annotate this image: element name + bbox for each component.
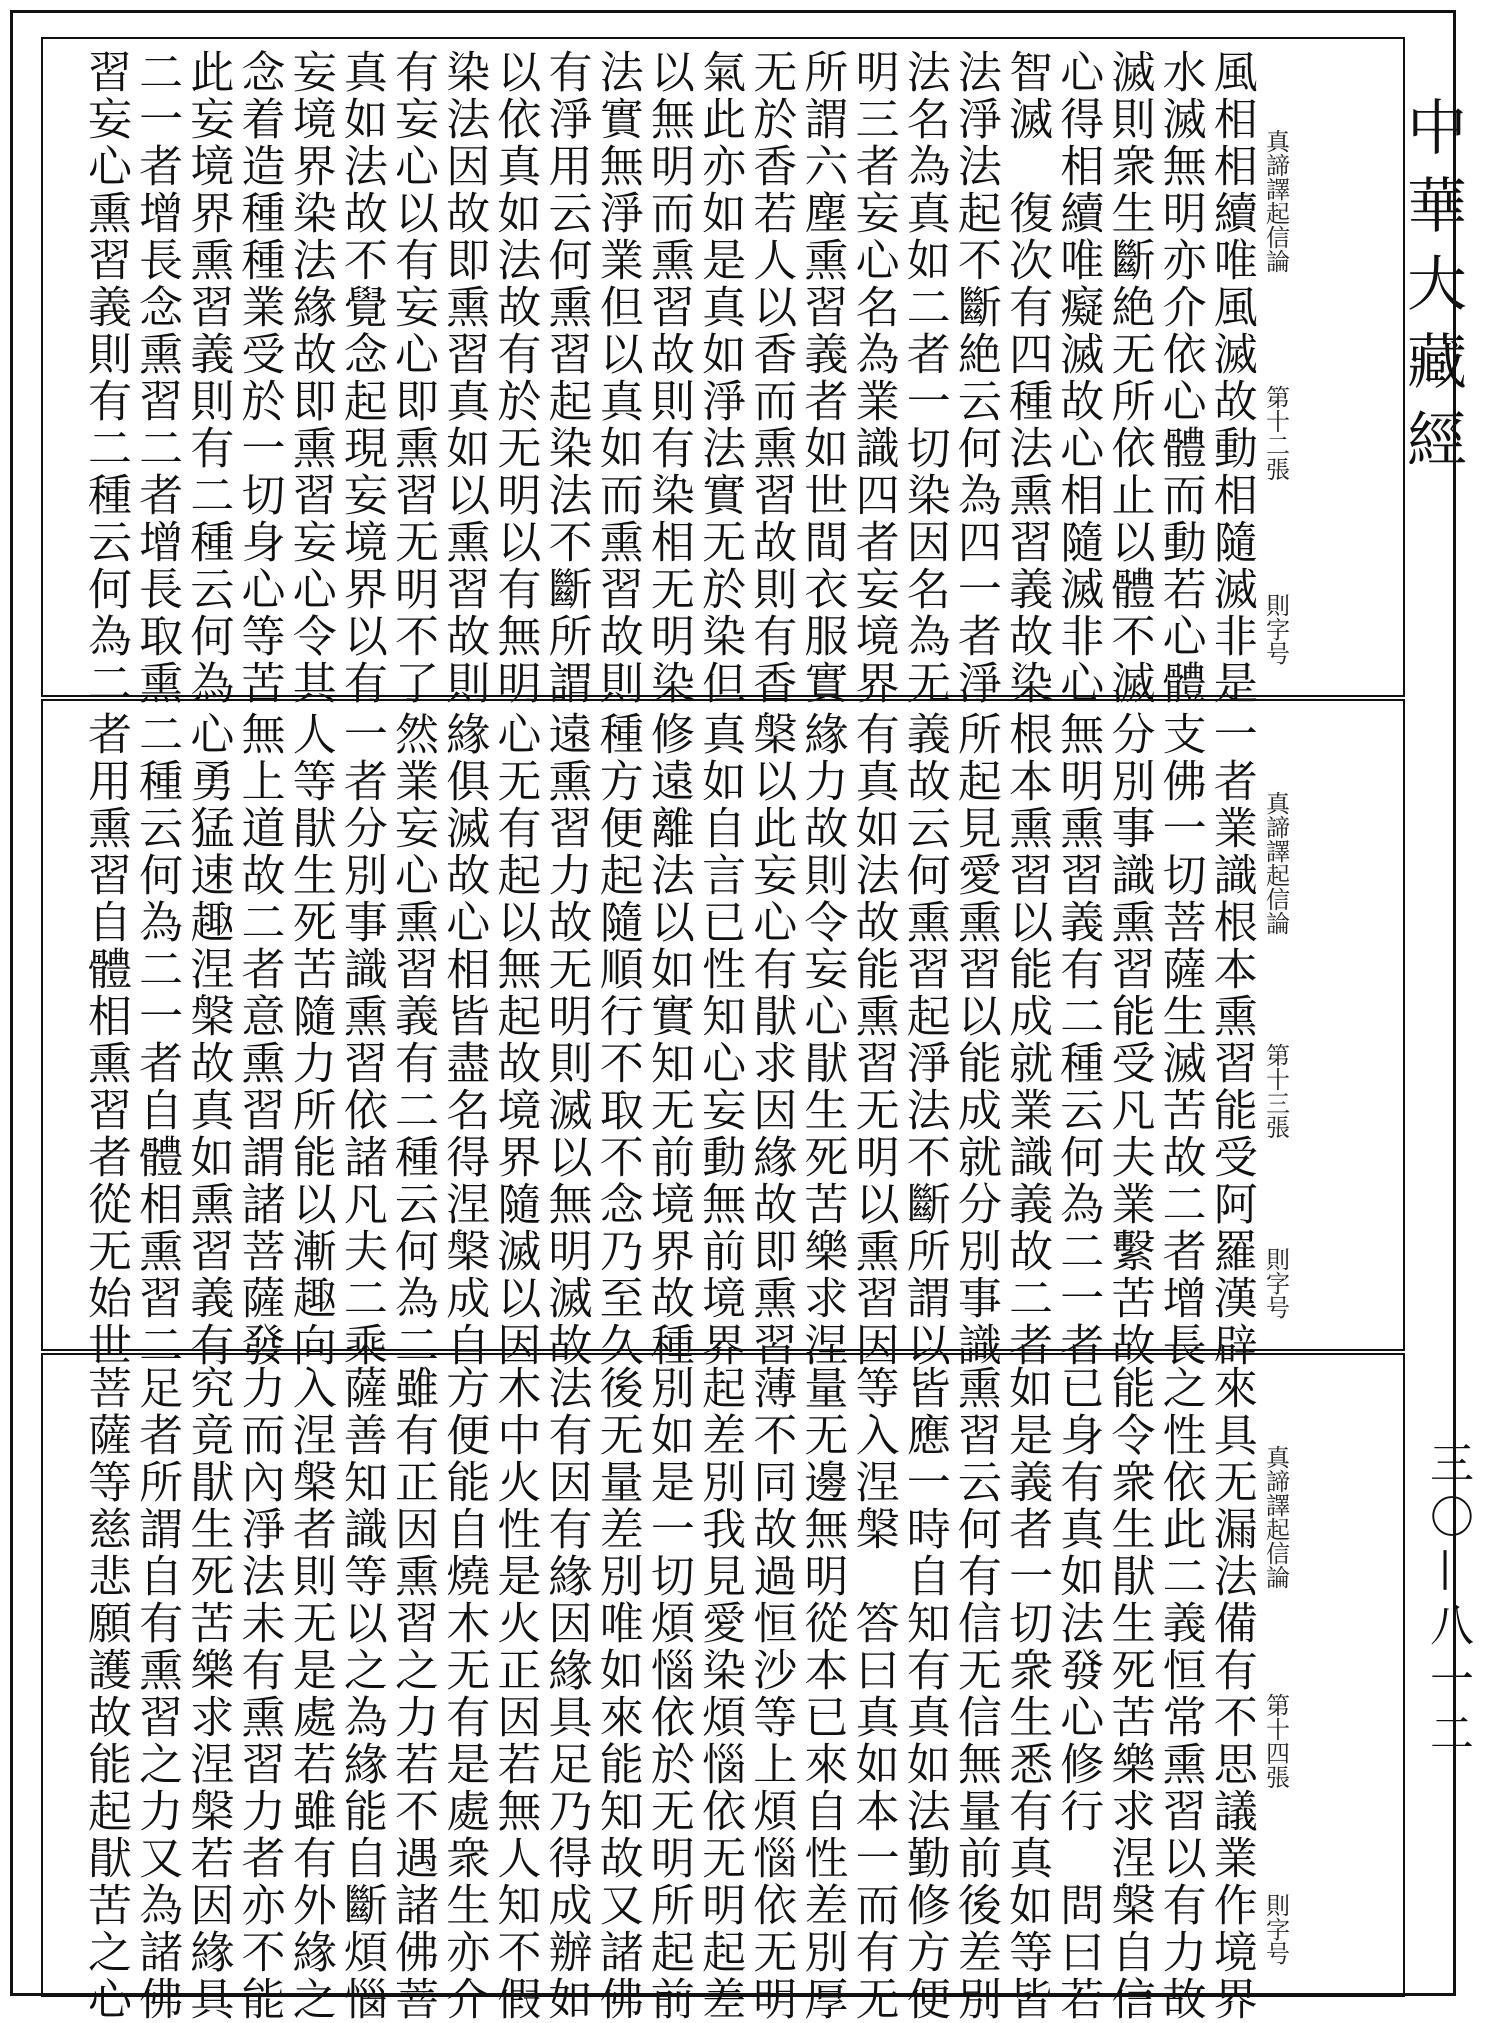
text-column: 法實無淨業但以真如而熏習故則	[591, 49, 643, 707]
text-column: 染法因故即熏習真如以熏習故則	[438, 49, 490, 707]
text-column: 有淨用云何熏習起染法不斷所謂	[540, 49, 592, 707]
text-column: 水滅無明亦介依心體而動若心體	[1154, 49, 1206, 707]
text-column: 究竟猒生死苦樂求涅槃若因緣具	[182, 1365, 234, 2023]
text-columns	[80, 711, 1257, 1369]
margin-note	[1259, 1445, 1293, 1965]
text-column: 量无邊無明從本已來自性差別厚	[796, 1365, 848, 2023]
collection-title: 中華大藏經	[1397, 96, 1467, 486]
text-column: 所起見愛熏習以能成就分別事識	[949, 711, 1001, 1369]
text-column: 真如自言已性知心妄動無前境界	[694, 711, 746, 1369]
text-column: 一者分別事識熏習依諸凡夫二乘	[335, 711, 387, 1369]
text-column: 義故云何熏習起淨法不斷所謂以	[898, 711, 950, 1369]
margin-note	[1259, 129, 1293, 665]
text-column: 雖有正因熏習之力若不遇諸佛菩	[387, 1365, 439, 2023]
text-column: 心得相續唯癡滅故心相隨滅非心	[1052, 49, 1104, 707]
text-column: 氣此亦如是真如淨法實无於染但	[694, 49, 746, 707]
text-columns	[80, 1365, 1257, 2023]
text-column: 風相相續唯風滅故動相隨滅非是	[1205, 49, 1257, 707]
text-column: 法淨法起不斷絶云何為四一者淨	[949, 49, 1001, 707]
text-column: 以依真如法故有於无明以有無明	[489, 49, 541, 707]
text-column: 起差別我見愛染煩惱依无明起差	[694, 1365, 746, 2023]
text-column: 習妄心熏習義則有二種云何為二	[80, 49, 131, 707]
text-column: 念着造種種業受於一切身心等苦	[233, 49, 285, 707]
text-column: 有真如法故能熏習无明以熏習因	[847, 711, 899, 1369]
margin-title: 真諦譯起信論	[1261, 1445, 1290, 1589]
text-column: 人等猒生死苦隨力所能以漸趣向	[284, 711, 336, 1369]
text-column: 薩善知識等以之為緣能自斷煩惱	[335, 1365, 387, 2023]
margin-page: 第十三張	[1261, 1043, 1290, 1139]
text-column: 此妄境界熏習義則有二種云何為	[182, 49, 234, 707]
text-column: 者用熏習自體相熏習者從无始世	[80, 711, 131, 1369]
text-column: 根本熏習以能成就業識義故二者	[1001, 711, 1053, 1369]
text-column: 方便能自燒木无有是處衆生亦介	[438, 1365, 490, 2023]
margin-title: 真諦譯起信論	[1261, 129, 1290, 273]
margin-page: 第十四張	[1261, 1693, 1290, 1789]
text-column: 已身有真如法發心修行 問曰若	[1052, 1365, 1104, 2023]
margin-page: 第十二張	[1261, 385, 1290, 481]
margin-mark: 則字号	[1261, 1247, 1290, 1319]
text-panel-2	[41, 699, 1405, 1369]
text-column: 真如法故不覺念起現妄境界以有	[335, 49, 387, 707]
text-column: 木中火性是火正因若無人知不假	[489, 1365, 541, 2023]
page-number: 三〇—八一二	[1422, 1440, 1473, 1764]
text-column: 法名為真如二者一切染因名為无	[898, 49, 950, 707]
text-column: 力而內淨法未有熏習力者亦不能	[233, 1365, 285, 2023]
text-column: 心无有起以無起故境界隨滅以因	[489, 711, 541, 1369]
text-column: 二一者增長念熏習二者增長取熏	[131, 49, 183, 707]
text-column: 槃以此妄心有猒求因緣故即熏習	[745, 711, 797, 1369]
margin-mark: 則字号	[1261, 1893, 1290, 1965]
text-column: 薄不同故過恒沙等上煩惱依无明	[745, 1365, 797, 2023]
text-column: 然業妄心熏習義有二種云何為二	[387, 711, 439, 1369]
text-column: 无於香若人以香而熏習故則有香	[745, 49, 797, 707]
text-column: 如是義者一切衆生悉有真如等皆	[1001, 1365, 1053, 2023]
margin-note	[1259, 791, 1293, 1319]
text-column: 妄境界染法緣故即熏習妄心令其	[284, 49, 336, 707]
text-column: 別如是一切煩惱依於无明所起前	[642, 1365, 694, 2023]
text-column: 菩薩等慈悲願護故能起猒苦之心	[80, 1365, 131, 2023]
text-column: 以無明而熏習故則有染相无明染	[642, 49, 694, 707]
text-column: 足者所謂自有熏習之力又為諸佛	[131, 1365, 183, 2023]
text-column: 無明熏習義有二種云何為二一者	[1052, 711, 1104, 1369]
margin-title: 真諦譯起信論	[1261, 791, 1290, 935]
text-column: 二種云何為二一者自體相熏習二	[131, 711, 183, 1369]
text-column: 緣力故則令妄心猒生死苦樂求涅	[796, 711, 848, 1369]
text-column: 分別事識熏習能受凡夫業繫苦故	[1103, 711, 1155, 1369]
text-column: 皆應一時自知有真如法勤修方便	[898, 1365, 950, 2023]
text-column: 後无量差別唯如來能知故又諸佛	[591, 1365, 643, 2023]
text-column: 能令衆生猒生死苦樂求涅槃自信	[1103, 1365, 1155, 2023]
text-column: 等入涅槃 答曰真如本一而有无	[847, 1365, 899, 2023]
text-column: 一者業識根本熏習能受阿羅漢辟	[1205, 711, 1257, 1369]
text-column: 遠熏習力故无明則滅以無明滅故	[540, 711, 592, 1369]
text-column: 修遠離法以如實知无前境界故種	[642, 711, 694, 1369]
text-column: 心勇猛速趣涅槃故真如熏習義有	[182, 711, 234, 1369]
text-column: 無上道故二者意熏習謂諸菩薩發	[233, 711, 285, 1369]
text-columns	[80, 49, 1257, 707]
text-panel-1	[41, 37, 1405, 707]
text-column: 入涅槃者則无是處若雖有外緣之	[284, 1365, 336, 2023]
text-column: 來具无漏法備有不思議業作境界	[1205, 1365, 1257, 2023]
text-panel-3	[41, 1353, 1405, 2023]
text-column: 明三者妄心名為業識四者妄境界	[847, 49, 899, 707]
text-column: 種方便起隨順行不取不念乃至久	[591, 711, 643, 1369]
text-column: 有妄心以有妄心即熏習无明不了	[387, 49, 439, 707]
text-column: 智滅 復次有四種法熏習義故染	[1001, 49, 1053, 707]
text-column: 滅則衆生斷絶无所依止以體不滅	[1103, 49, 1155, 707]
text-column: 法有因有緣因緣具足乃得成辦如	[540, 1365, 592, 2023]
margin-mark: 則字号	[1261, 593, 1290, 665]
text-column: 緣俱滅故心相皆盡名得涅槃成自	[438, 711, 490, 1369]
text-column: 之性依此二義恒常熏習以有力故	[1154, 1365, 1206, 2023]
text-column: 熏習云何有信无信無量前後差別	[949, 1365, 1001, 2023]
page-frame	[10, 10, 1456, 2023]
text-column: 支佛一切菩薩生滅苦故二者增長	[1154, 711, 1206, 1369]
text-column: 所謂六塵熏習義者如世間衣服實	[796, 49, 848, 707]
